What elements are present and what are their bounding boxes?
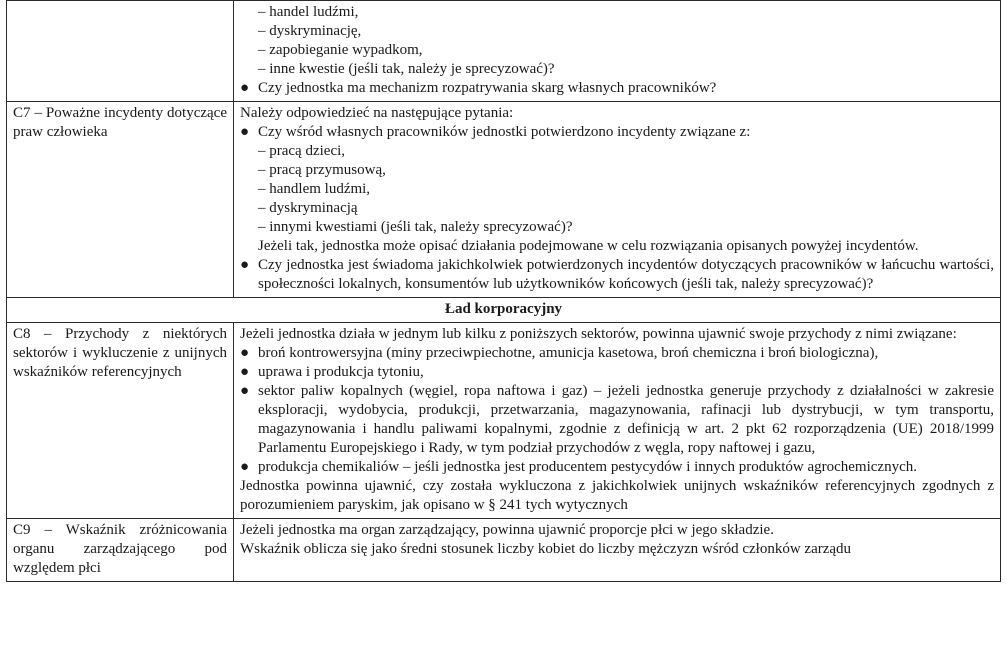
- bullet-text: Czy wśród własnych pracowników jednostki potwierdzono incydenty związane z:: [258, 124, 751, 140]
- bullet-icon: ●: [240, 124, 250, 140]
- row-label-empty: [7, 1, 234, 102]
- bullet-text: produkcja chemikaliów – jeśli jednostka jest producentem pestycydów i innych produktów agrochemicznych.: [258, 459, 917, 475]
- row-content-c7: [234, 102, 1001, 298]
- intro-text: Jeżeli jednostka działa w jednym lub kilku z poniższych sektorów, powinna ujawnić swoje przychody z nimi związane:: [240, 326, 957, 342]
- bullet-item: [240, 123, 994, 142]
- list-dash-item: – dyskryminację,: [258, 23, 362, 39]
- list-dash-item: – handlem ludźmi,: [258, 181, 371, 197]
- bullet-item: [240, 458, 994, 477]
- row-content-c9: [234, 519, 1001, 582]
- list-dash-item: – pracą dzieci,: [258, 143, 346, 159]
- bullet-item: [240, 79, 994, 98]
- row-label-c8: C8 – Przychody z niektórych sektorów i wykluczenie z unijnych wskaźników referencyjnych: [7, 323, 234, 519]
- list-dash-item: – pracą przymusową,: [258, 162, 386, 178]
- bullet-item: [240, 363, 994, 382]
- row-content-c8: [234, 323, 1001, 519]
- table-row-section: [7, 298, 1001, 323]
- content-line: Jeżeli jednostka ma organ zarządzający, powinna ujawnić proporcje płci w jego składzie.: [240, 522, 774, 538]
- bullet-text: Czy jednostka jest świadoma jakichkolwiek potwierdzonych incydentów dotyczących pracowników w łańcuchu wartości, społeczności lokalnych, konsumentów lub użytkowników końcowych (jeśli tak, należy sprecyzować)?: [258, 257, 994, 292]
- list-dash-item: – handel ludźmi,: [258, 4, 359, 20]
- table-row-continuation: [7, 1, 1001, 102]
- section-heading: Ład korporacyjny: [7, 298, 1001, 323]
- list-dash-item: – zapobieganie wypadkom,: [258, 42, 423, 58]
- disclosure-table: [6, 0, 1001, 582]
- bullet-item: [240, 382, 994, 458]
- intro-text: Należy odpowiedzieć na następujące pytania:: [240, 105, 514, 121]
- bullet-item: [240, 344, 994, 363]
- bullet-text: Czy jednostka ma mechanizm rozpatrywania skarg własnych pracowników?: [258, 80, 717, 96]
- row-label-c9: C9 – Wskaźnik zróżnicowania organu zarządzającego pod względem płci: [7, 519, 234, 582]
- table-row-c8: [7, 323, 1001, 519]
- content-line: Wskaźnik oblicza się jako średni stosunek liczby kobiet do liczby mężczyzn wśród członków zarządu: [240, 541, 852, 557]
- closing-text: Jednostka powinna ujawnić, czy została wykluczona z jakichkolwiek unijnych wskaźników referencyjnych zgodnych z porozumieniem paryskim, jak opisano w § 241 tych wytycznych: [240, 478, 994, 513]
- bullet-icon: ●: [240, 383, 250, 399]
- followup-text: Jeżeli tak, jednostka może opisać działania podejmowane w celu rozwiązania opisanych powyżej incydentów.: [258, 238, 919, 254]
- bullet-icon: ●: [240, 345, 250, 361]
- table-row-c9: [7, 519, 1001, 582]
- bullet-text: sektor paliw kopalnych (węgiel, ropa naftowa i gaz) – jeżeli jednostka generuje przychody z działalności w zakresie eksploracji, wydobycia, produkcji, przetwarzania, magazynowania, rafinacji lub dystrybucji, w tym transportu, magazynowania i handlu paliwami kopalnymi, zgodnie z definicją w art. 2 pkt 62 rozporządzenia (UE) 2018/1999 Parlamentu Europejskiego i Rady, w tym podział przychodów z węgla, ropy naftowej i gazu,: [258, 383, 994, 456]
- table-row-c7: [7, 102, 1001, 298]
- bullet-icon: ●: [240, 459, 250, 475]
- list-dash-item: – innymi kwestiami (jeśli tak, należy sprecyzować)?: [258, 219, 573, 235]
- bullet-icon: ●: [240, 257, 250, 273]
- bullet-icon: ●: [240, 364, 250, 380]
- bullet-text: broń kontrowersyjna (miny przeciwpiechotne, amunicja kasetowa, broń chemiczna i broń biologiczna),: [258, 345, 879, 361]
- bullet-icon: ●: [240, 80, 250, 96]
- list-dash-item: – dyskryminacją: [258, 200, 358, 216]
- bullet-item: [240, 256, 994, 294]
- bullet-text: uprawa i produkcja tytoniu,: [258, 364, 424, 380]
- row-content-continuation: [234, 1, 1001, 102]
- list-dash-item: – inne kwestie (jeśli tak, należy je sprecyzować)?: [258, 61, 555, 77]
- row-label-c7: C7 – Poważne incydenty dotyczące praw człowieka: [7, 102, 234, 298]
